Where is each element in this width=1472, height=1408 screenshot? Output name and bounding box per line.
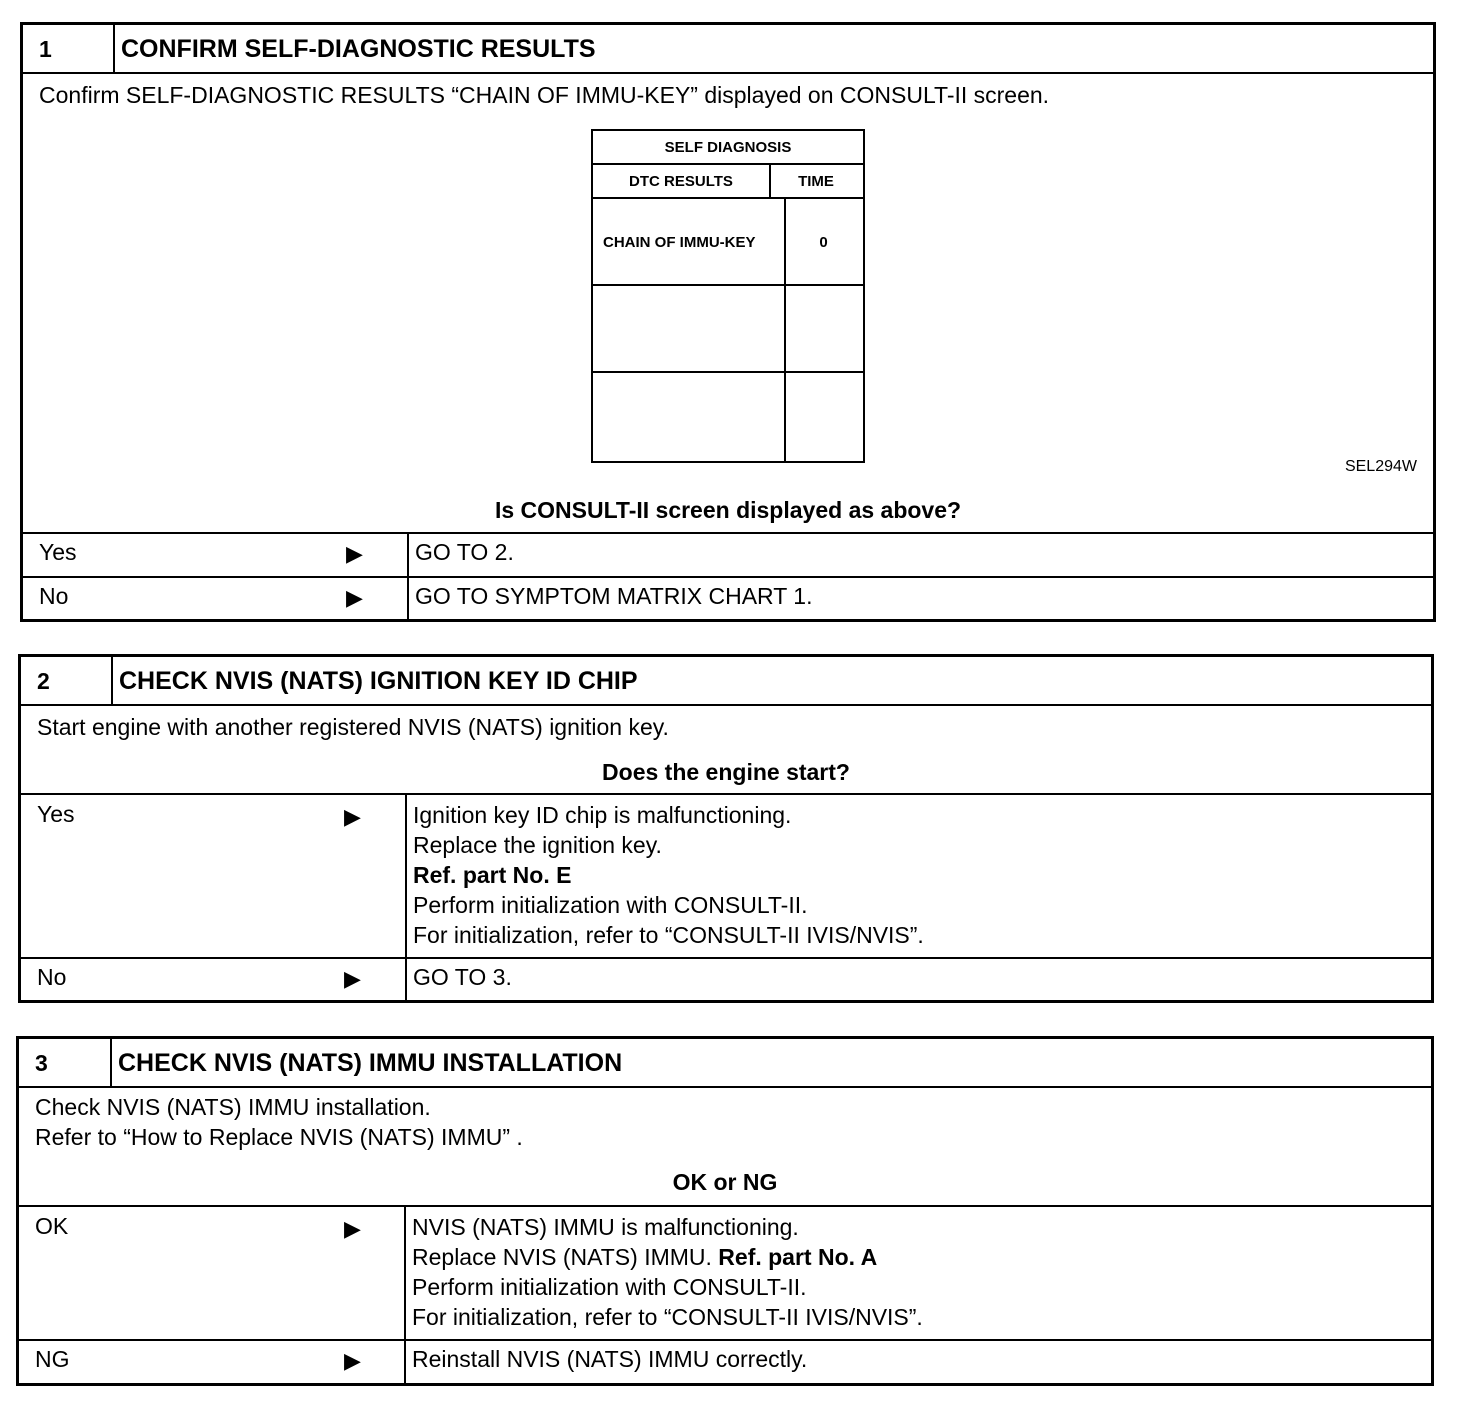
answer-action: GO TO SYMPTOM MATRIX CHART 1. [415, 583, 813, 609]
instruction-line: Check NVIS (NATS) IMMU installation. [35, 1094, 431, 1120]
arrow-icon: ▶ [346, 585, 363, 610]
action-line: Ignition key ID chip is malfunctioning. [413, 802, 792, 828]
answer-action [412, 1212, 923, 1332]
step-instruction [35, 1092, 523, 1152]
answer-label-ng: NG [35, 1346, 70, 1372]
step-title: CHECK NVIS (NATS) IGNITION KEY ID CHIP [119, 667, 638, 695]
arrow-icon: ▶ [344, 804, 361, 829]
ref-part-text: Ref. part No. A [718, 1244, 878, 1270]
arrow-icon: ▶ [346, 541, 363, 566]
arrow-icon: ▶ [344, 1216, 361, 1241]
action-line: For initialization, refer to “CONSULT-II IVIS/NVIS”. [412, 1304, 923, 1330]
answer-action [413, 800, 924, 950]
step-number: 2 [37, 668, 50, 694]
answer-label-yes: Yes [37, 801, 75, 827]
consult-screen [591, 129, 865, 463]
step-instruction: Confirm SELF-DIAGNOSTIC RESULTS “CHAIN OF IMMU-KEY” displayed on CONSULT-II screen. [39, 82, 1050, 108]
arrow-icon: ▶ [344, 966, 361, 991]
screen-time-value: 0 [819, 234, 828, 251]
screen-col-dtc: DTC RESULTS [629, 173, 733, 190]
answer-label-yes: Yes [39, 539, 77, 565]
action-line: Perform initialization with CONSULT-II. [413, 892, 808, 918]
step-number: 3 [35, 1050, 48, 1076]
step-question: OK or NG [672, 1169, 778, 1195]
step-1-block [20, 22, 1436, 622]
answer-action: GO TO 2. [415, 539, 514, 565]
answer-action: Reinstall NVIS (NATS) IMMU correctly. [412, 1346, 808, 1372]
instruction-line: Refer to “How to Replace NVIS (NATS) IMMU” . [35, 1124, 523, 1150]
step-number: 1 [39, 36, 52, 62]
step-question: Is CONSULT-II screen displayed as above? [494, 497, 962, 523]
screen-header: SELF DIAGNOSIS [664, 139, 792, 156]
figure-ref: SEL294W [1344, 458, 1417, 475]
step-question: Does the engine start? [602, 759, 850, 785]
action-line: Replace the ignition key. [413, 832, 662, 858]
action-line [412, 1242, 923, 1272]
answer-label-no: No [39, 583, 69, 609]
screen-col-time: TIME [798, 173, 834, 190]
step-2-block [18, 654, 1434, 1003]
step-3-block [16, 1036, 1434, 1386]
action-line: For initialization, refer to “CONSULT-II IVIS/NVIS”. [413, 922, 924, 948]
action-text: Replace NVIS (NATS) IMMU. [412, 1244, 712, 1270]
answer-action: GO TO 3. [413, 964, 512, 990]
screen-dtc-value: CHAIN OF IMMU-KEY [603, 234, 756, 251]
arrow-icon: ▶ [344, 1348, 361, 1373]
action-line: NVIS (NATS) IMMU is malfunctioning. [412, 1214, 799, 1240]
step-title: CONFIRM SELF-DIAGNOSTIC RESULTS [121, 35, 596, 63]
ref-part-line: Ref. part No. E [413, 862, 572, 888]
step-title: CHECK NVIS (NATS) IMMU INSTALLATION [118, 1049, 623, 1077]
step-instruction: Start engine with another registered NVIS (NATS) ignition key. [37, 714, 669, 740]
action-line: Perform initialization with CONSULT-II. [412, 1274, 807, 1300]
answer-label-no: No [37, 964, 67, 990]
answer-label-ok: OK [35, 1213, 69, 1239]
